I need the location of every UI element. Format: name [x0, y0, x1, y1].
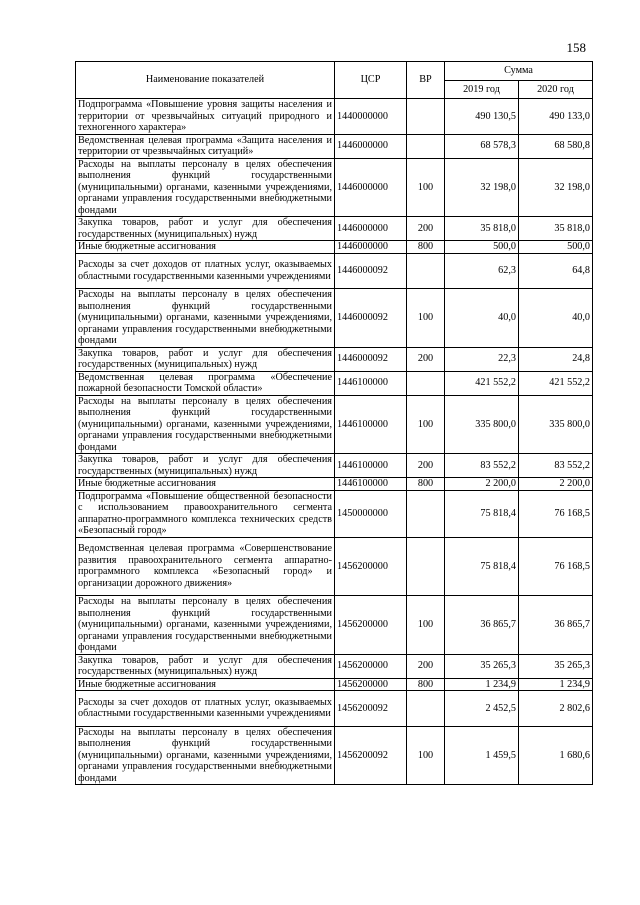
row-amount-2020: 35 265,3: [519, 654, 593, 678]
row-name: Подпрограмма «Повышение уровня защиты населения и территории от чрезвычайных ситуаций природного и техногенного характера»: [76, 99, 335, 135]
row-vr: 200: [407, 454, 445, 478]
table-row: [76, 158, 593, 217]
row-name: Ведомственная целевая программа «Совершенствование развития правоохранительного сегмента аппаратно-программного комплекса «Безопасный город» и организации дорожного движения»: [76, 537, 335, 596]
row-vr: [407, 537, 445, 596]
row-vr: 800: [407, 678, 445, 691]
row-csr: 1446000000: [335, 134, 407, 158]
row-amount-2019: 1 459,5: [445, 726, 519, 785]
table-row: [76, 537, 593, 596]
table-row: [76, 596, 593, 655]
row-vr: 100: [407, 158, 445, 217]
table-row: [76, 395, 593, 454]
row-name: Расходы на выплаты персоналу в целях обеспечения выполнения функций государственными (муниципальными) органами, казенными учреждениями, органами управления государственными внебюджетными фондами: [76, 596, 335, 655]
row-name: Закупка товаров, работ и услуг для обеспечения государственных (муниципальных) нужд: [76, 217, 335, 241]
row-amount-2020: 335 800,0: [519, 395, 593, 454]
row-name: Расходы на выплаты персоналу в целях обеспечения выполнения функций государственными (муниципальными) органами, казенными учреждениями, органами управления государственными внебюджетными фондами: [76, 395, 335, 454]
row-name: Расходы на выплаты персоналу в целях обеспечения выполнения функций государственными (муниципальными) органами, казенными учреждениями, органами управления государственными внебюджетными фондами: [76, 726, 335, 785]
row-amount-2019: 68 578,3: [445, 134, 519, 158]
table-row: [76, 691, 593, 727]
row-vr: 100: [407, 596, 445, 655]
row-csr: 1440000000: [335, 99, 407, 135]
row-amount-2019: 22,3: [445, 347, 519, 371]
table-row: [76, 371, 593, 395]
table-body: [76, 99, 593, 785]
row-vr: [407, 371, 445, 395]
row-amount-2020: 76 168,5: [519, 537, 593, 596]
row-csr: 1446100000: [335, 478, 407, 491]
row-amount-2019: 335 800,0: [445, 395, 519, 454]
row-amount-2020: 36 865,7: [519, 596, 593, 655]
row-amount-2019: 32 198,0: [445, 158, 519, 217]
header-name: Наименование показателей: [76, 62, 335, 99]
row-vr: [407, 253, 445, 289]
row-name: Расходы за счет доходов от платных услуг, оказываемых областными государственными казенными учреждениями: [76, 691, 335, 727]
row-amount-2020: 35 818,0: [519, 217, 593, 241]
table-row: [76, 99, 593, 135]
row-vr: [407, 99, 445, 135]
row-amount-2019: 35 818,0: [445, 217, 519, 241]
row-amount-2020: 68 580,8: [519, 134, 593, 158]
row-amount-2019: 75 818,4: [445, 490, 519, 537]
row-name: Расходы на выплаты персоналу в целях обеспечения выполнения функций государственными (муниципальными) органами, казенными учреждениями, органами управления государственными внебюджетными фондами: [76, 289, 335, 348]
row-csr: 1446000092: [335, 289, 407, 348]
row-name: Расходы за счет доходов от платных услуг, оказываемых областными государственными казенными учреждениями: [76, 253, 335, 289]
header-year-2019: 2019 год: [445, 80, 519, 99]
row-amount-2020: 421 552,2: [519, 371, 593, 395]
row-amount-2019: 35 265,3: [445, 654, 519, 678]
row-name: Закупка товаров, работ и услуг для обеспечения государственных (муниципальных) нужд: [76, 654, 335, 678]
table-row: [76, 289, 593, 348]
row-vr: [407, 490, 445, 537]
row-amount-2019: 500,0: [445, 241, 519, 254]
row-csr: 1446000000: [335, 158, 407, 217]
row-amount-2019: 40,0: [445, 289, 519, 348]
table-row: [76, 241, 593, 254]
row-name: Иные бюджетные ассигнования: [76, 478, 335, 491]
table-row: [76, 454, 593, 478]
page-number: 158: [566, 40, 586, 55]
row-name: Ведомственная целевая программа «Защита населения и территории от чрезвычайных ситуаций»: [76, 134, 335, 158]
row-vr: 200: [407, 347, 445, 371]
row-csr: 1446000092: [335, 253, 407, 289]
row-csr: 1446000092: [335, 347, 407, 371]
row-vr: 100: [407, 289, 445, 348]
row-amount-2020: 1 680,6: [519, 726, 593, 785]
row-name: Ведомственная целевая программа «Обеспечение пожарной безопасности Томской области»: [76, 371, 335, 395]
row-csr: 1446100000: [335, 395, 407, 454]
row-csr: 1456200000: [335, 654, 407, 678]
row-amount-2020: 1 234,9: [519, 678, 593, 691]
row-csr: 1456200092: [335, 726, 407, 785]
row-vr: [407, 134, 445, 158]
row-amount-2020: 83 552,2: [519, 454, 593, 478]
row-amount-2019: 36 865,7: [445, 596, 519, 655]
row-amount-2019: 83 552,2: [445, 454, 519, 478]
row-amount-2019: 75 818,4: [445, 537, 519, 596]
row-amount-2019: 490 130,5: [445, 99, 519, 135]
row-name: Иные бюджетные ассигнования: [76, 241, 335, 254]
header-year-2020: 2020 год: [519, 80, 593, 99]
row-vr: 100: [407, 726, 445, 785]
row-name: Подпрограмма «Повышение общественной безопасности с использованием правоохранительного сегмента аппаратно-программного комплекса технических средств «Безопасный город»: [76, 490, 335, 537]
row-csr: 1456200000: [335, 678, 407, 691]
row-amount-2019: 2 200,0: [445, 478, 519, 491]
table-row: [76, 217, 593, 241]
row-vr: 100: [407, 395, 445, 454]
row-vr: 200: [407, 654, 445, 678]
row-vr: 800: [407, 478, 445, 491]
row-name: Расходы на выплаты персоналу в целях обеспечения выполнения функций государственными (муниципальными) органами, казенными учреждениями, органами управления государственными внебюджетными фондами: [76, 158, 335, 217]
row-amount-2020: 500,0: [519, 241, 593, 254]
row-amount-2019: 2 452,5: [445, 691, 519, 727]
row-amount-2019: 421 552,2: [445, 371, 519, 395]
row-amount-2020: 76 168,5: [519, 490, 593, 537]
row-name: Закупка товаров, работ и услуг для обеспечения государственных (муниципальных) нужд: [76, 454, 335, 478]
budget-table: [75, 61, 593, 785]
row-csr: 1450000000: [335, 490, 407, 537]
row-name: Иные бюджетные ассигнования: [76, 678, 335, 691]
header-sum: Сумма: [445, 62, 593, 81]
table-row: [76, 490, 593, 537]
table-row: [76, 478, 593, 491]
table-row: [76, 134, 593, 158]
row-name: Закупка товаров, работ и услуг для обеспечения государственных (муниципальных) нужд: [76, 347, 335, 371]
row-vr: 200: [407, 217, 445, 241]
row-csr: 1456200092: [335, 691, 407, 727]
row-csr: 1456200000: [335, 537, 407, 596]
table-row: [76, 726, 593, 785]
row-csr: 1446000000: [335, 217, 407, 241]
row-csr: 1446000000: [335, 241, 407, 254]
row-csr: 1456200000: [335, 596, 407, 655]
table-row: [76, 253, 593, 289]
row-vr: 800: [407, 241, 445, 254]
row-csr: 1446100000: [335, 371, 407, 395]
row-amount-2020: 24,8: [519, 347, 593, 371]
row-amount-2020: 32 198,0: [519, 158, 593, 217]
header-csr: ЦСР: [335, 62, 407, 99]
row-vr: [407, 691, 445, 727]
table-row: [76, 347, 593, 371]
row-amount-2020: 40,0: [519, 289, 593, 348]
row-amount-2020: 490 133,0: [519, 99, 593, 135]
header-vr: ВР: [407, 62, 445, 99]
row-amount-2019: 1 234,9: [445, 678, 519, 691]
row-amount-2020: 2 802,6: [519, 691, 593, 727]
table-row: [76, 678, 593, 691]
row-amount-2020: 2 200,0: [519, 478, 593, 491]
row-csr: 1446100000: [335, 454, 407, 478]
row-amount-2019: 62,3: [445, 253, 519, 289]
row-amount-2020: 64,8: [519, 253, 593, 289]
table-row: [76, 654, 593, 678]
